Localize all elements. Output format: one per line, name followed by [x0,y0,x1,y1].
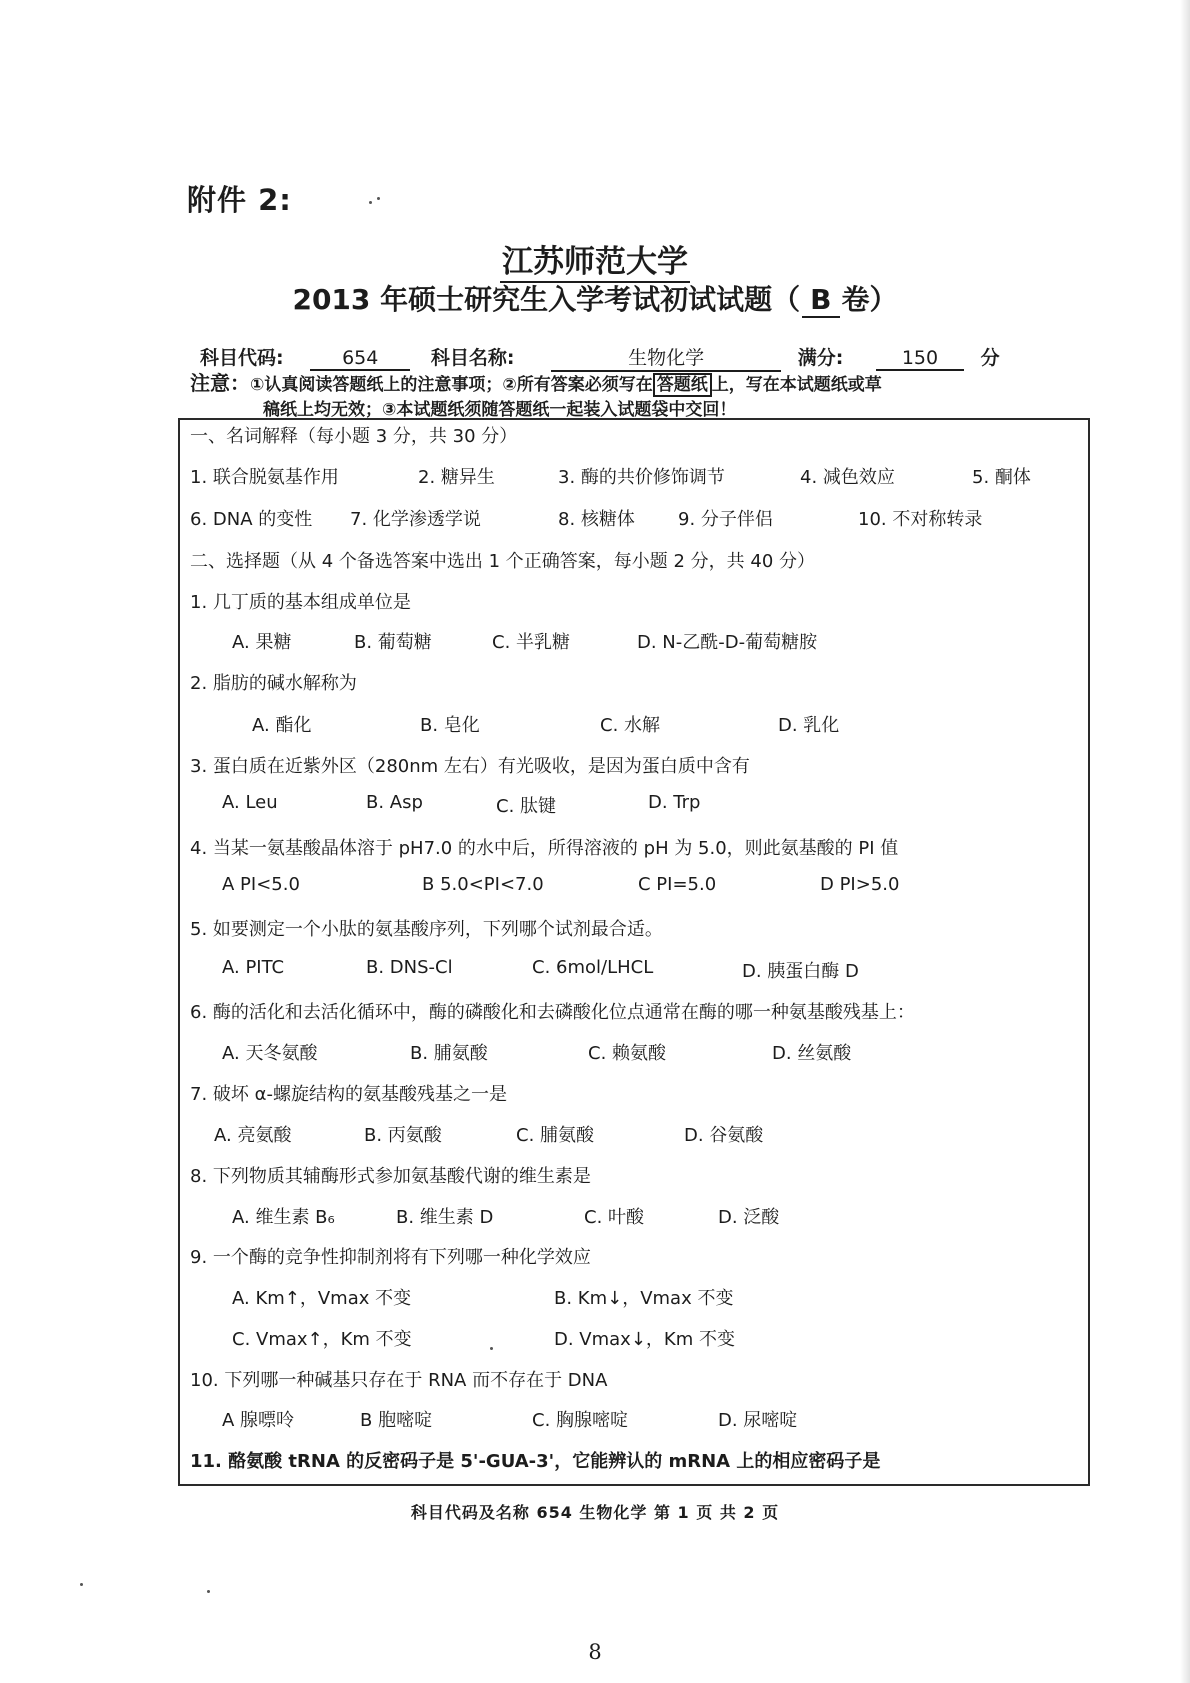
option-item: D. Trp [648,792,701,813]
option-item: A. Leu [222,792,278,813]
option-item: B. DNS-Cl [366,957,453,978]
option-item: B 5.0<PI<7.0 [422,874,544,895]
university-name-text: 江苏师范大学 [500,244,690,283]
scan-speck [377,197,380,200]
subject-code: 654 [310,347,410,371]
question-stem: 4. 当某一氨基酸晶体溶于 pH7.0 的水中后，所得溶液的 pH 为 5.0，则此氨基酸的 PI 值 [190,838,899,859]
option-item: C PI=5.0 [638,874,717,895]
notice-text-1: ①认真阅读答题纸上的注意事项；②所有答案必须写在 [250,375,653,395]
notice-label: 注意： [190,371,250,395]
option-item: A. 亮氨酸 [214,1125,292,1146]
option-item: A. 天冬氨酸 [222,1043,318,1064]
option-item: B. 脯氨酸 [410,1043,488,1064]
option-item: D. N-乙酰-D-葡萄糖胺 [637,632,818,653]
score-unit: 分 [980,347,1000,369]
term-item: 5. 酮体 [972,467,1031,488]
option-item: D. 胰蛋白酶 D [742,961,859,982]
option-item: C. 水解 [600,715,661,736]
option-item: D PI>5.0 [820,874,900,895]
option-item: D. 尿嘧啶 [718,1410,798,1431]
option-item: C. 胸腺嘧啶 [532,1410,629,1431]
question-stem: 11. 酪氨酸 tRNA 的反密码子是 5'-GUA-3'，它能辨认的 mRNA 上的相应密码子是 [190,1451,881,1472]
subject-name-label: 科目名称: [430,347,515,369]
option-item: B 胞嘧啶 [360,1410,433,1431]
subject-info [200,343,1000,372]
scan-speck [80,1583,83,1586]
option-item: B. 维生素 D [396,1207,494,1228]
question-stem: 5. 如要测定一个小肽的氨基酸序列，下列哪个试剂最合适。 [190,919,663,940]
exam-title-prefix: 2013 年硕士研究生入学考试初试试题（ [292,283,801,316]
option-item: C. 6mol/LHCL [532,957,654,978]
scan-speck [369,201,372,204]
term-item: 9. 分子伴侣 [678,509,773,530]
question-stem: 6. 酶的活化和去活化循环中，酶的磷酸化和去磷酸化位点通常在酶的哪一种氨基酸残基上： [190,1002,915,1023]
option-item: C. 肽键 [496,796,557,817]
option-item: D. Vmax↓，Km 不变 [554,1329,735,1350]
option-item: A 腺嘌呤 [222,1410,295,1431]
option-item: C. 叶酸 [584,1207,645,1228]
option-item: C. Vmax↑，Km 不变 [232,1329,412,1350]
question-stem: 8. 下列物质其辅酶形式参加氨基酸代谢的维生素是 [190,1166,591,1187]
question-stem: 7. 破坏 α-螺旋结构的氨基酸残基之一是 [190,1084,507,1105]
question-stem: 1. 几丁质的基本组成单位是 [190,592,411,613]
option-item: A PI<5.0 [222,874,300,895]
option-item: A. PITC [222,957,285,978]
option-item: B. 葡萄糖 [354,632,432,653]
option-item: A. 酯化 [252,715,312,736]
term-item: 7. 化学渗透学说 [350,509,481,530]
option-item: B. 丙氨酸 [364,1125,442,1146]
question-stem: 3. 蛋白质在近紫外区（280nm 左右）有光吸收，是因为蛋白质中含有 [190,756,750,777]
scan-speck [490,1347,493,1350]
term-item: 4. 减色效应 [800,467,895,488]
section-1-heading: 一、名词解释（每小题 3 分，共 30 分） [190,426,518,447]
term-item: 1. 联合脱氨基作用 [190,467,339,488]
notice [190,371,1090,423]
section-2-heading: 二、选择题（从 4 个备选答案中选出 1 个正确答案，每小题 2 分，共 40 分） [190,551,816,572]
page-number: 8 [588,1640,602,1664]
answer-sheet-box: 答题纸 [653,373,712,397]
option-item: C. 脯氨酸 [516,1125,595,1146]
attachment-label: 附件 2: [187,183,292,217]
option-item: D. 泛酸 [718,1207,780,1228]
question-stem: 9. 一个酶的竞争性抑制剂将有下列哪一种化学效应 [190,1247,591,1268]
notice-line-2: 稿纸上均无效；③本试题纸须随答题纸一起装入试题袋中交回！ [263,400,737,420]
paper-code: B [802,283,839,318]
option-item: D. 乳化 [778,715,840,736]
term-item: 2. 糖异生 [418,467,495,488]
option-item: A. Km↑，Vmax 不变 [232,1288,412,1309]
question-stem: 2. 脂肪的碱水解称为 [190,673,357,694]
term-item: 3. 酶的共价修饰调节 [558,467,725,488]
option-item: B. Km↓，Vmax 不变 [554,1288,734,1309]
question-stem: 10. 下列哪一种碱基只存在于 RNA 而不存在于 DNA [190,1370,608,1391]
term-item: 8. 核糖体 [558,509,635,530]
option-item: D. 丝氨酸 [772,1043,852,1064]
subject-name: 生物化学 [551,343,781,372]
exam-title-suffix: 卷） [841,283,898,316]
term-item: 6. DNA 的变性 [190,509,313,530]
full-score-label: 满分: [797,347,844,369]
option-item: B. 皂化 [420,715,480,736]
subject-code-label: 科目代码: [200,347,284,369]
option-item: C. 半乳糖 [492,632,571,653]
full-score: 150 [876,347,964,371]
university-name [0,236,1190,281]
option-item: C. 赖氨酸 [588,1043,667,1064]
scan-speck [207,1590,210,1593]
option-item: B. Asp [366,792,423,813]
notice-line-1 [190,371,1090,398]
option-item: A. 果糖 [232,632,292,653]
page-footer: 科目代码及名称 654 生物化学 第 1 页 共 2 页 [410,1503,780,1522]
option-item: D. 谷氨酸 [684,1125,764,1146]
notice-text-2: 上，写在本试题纸或草 [711,375,882,395]
exam-title [0,278,1190,318]
term-item: 10. 不对称转录 [858,509,983,530]
option-item: A. 维生素 B₆ [232,1207,335,1228]
